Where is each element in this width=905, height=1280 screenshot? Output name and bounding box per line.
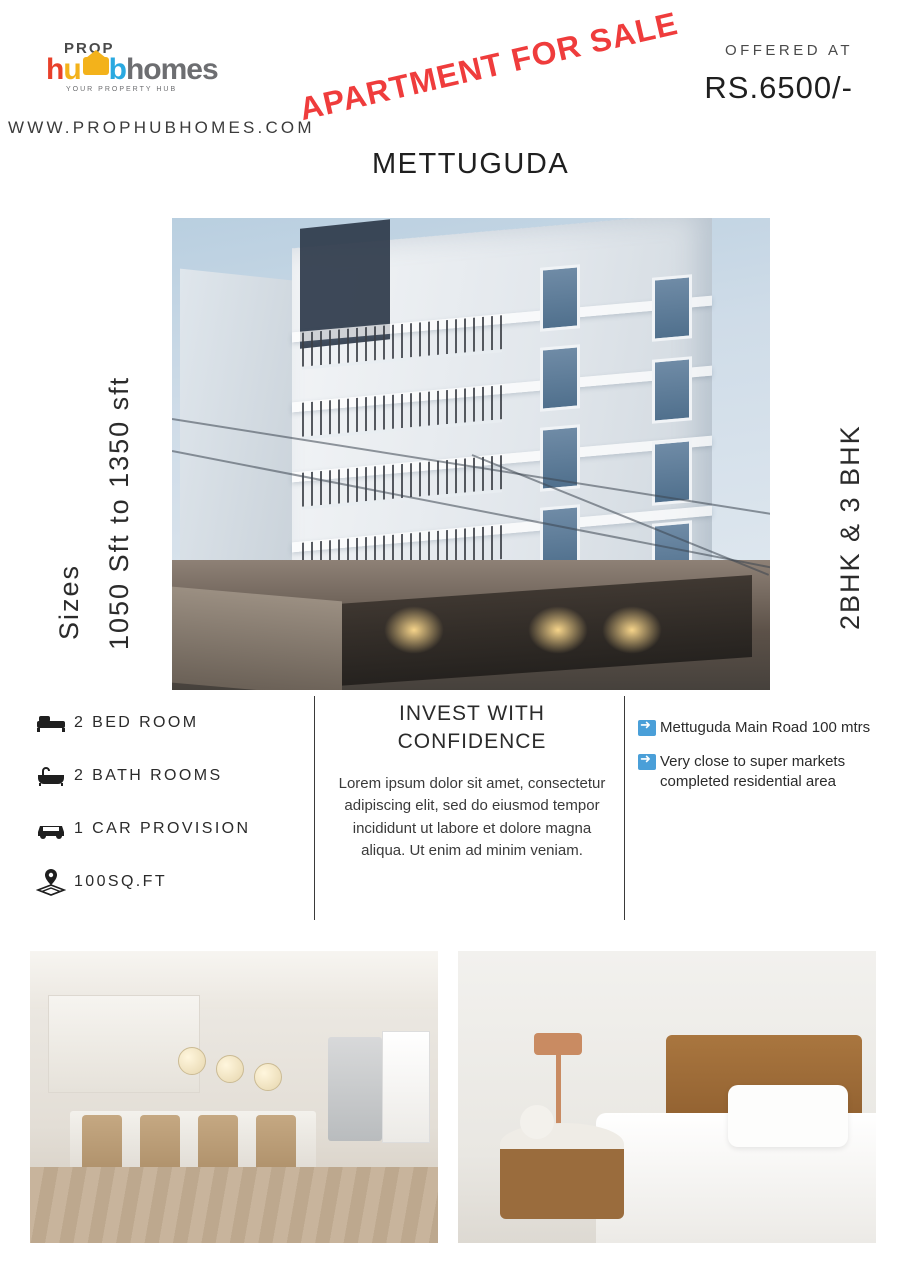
- logo-wordmark: [46, 55, 358, 85]
- divider-left: [314, 696, 315, 920]
- poster-header: [0, 0, 905, 200]
- sizes-range: 1050 Sft to 1350 sft: [104, 375, 134, 650]
- bhk-label: 2BHK & 3 BHK: [835, 424, 865, 630]
- feature-item-bathroom: [28, 749, 310, 802]
- highlight-item: [638, 718, 884, 738]
- invest-title: [330, 700, 614, 757]
- refrigerator: [328, 1037, 382, 1141]
- logo-letter-h: h: [46, 53, 64, 86]
- logo-homes-word: homes: [125, 53, 218, 86]
- highlights-list: [638, 718, 884, 806]
- bedroom-photo: [458, 951, 876, 1243]
- logo-tagline: YOUR PROPERTY HUB: [66, 86, 178, 93]
- highlight-text: Mettuguda Main Road 100 mtrs: [660, 719, 871, 736]
- headline-sale: APARTMENT FOR SALE: [296, 4, 682, 128]
- bed-icon: [28, 713, 74, 733]
- pillow: [728, 1085, 848, 1147]
- logo-letter-u: u: [63, 53, 81, 86]
- feature-label: 2 BED ROOM: [74, 713, 199, 731]
- highlight-text: Very close to super markets completed residential area: [660, 752, 846, 790]
- price-value: RS.6500/-: [704, 70, 853, 105]
- pendant-light: [254, 1063, 282, 1091]
- arrow-icon: [638, 754, 656, 770]
- window: [652, 274, 692, 341]
- feature-item-car: [28, 802, 310, 855]
- headline-location: METTUGUDA: [372, 148, 570, 180]
- bhk-side-label: [815, 350, 875, 670]
- bath-icon: [28, 766, 74, 786]
- logo-letter-b: b: [108, 53, 126, 86]
- brand-logo: [28, 40, 358, 93]
- invest-block: [330, 700, 614, 863]
- sizes-label: Sizes: [54, 563, 84, 640]
- logo-top-word: PROP: [64, 40, 115, 57]
- feature-item-bedroom: [28, 696, 310, 749]
- pendant-light: [216, 1055, 244, 1083]
- window: [540, 264, 580, 331]
- table-lamp-stem: [556, 1047, 561, 1125]
- wood-floor: [30, 1167, 438, 1243]
- window: [540, 344, 580, 411]
- feature-item-area: [28, 855, 310, 908]
- sizes-side-label: [24, 250, 154, 680]
- website-url: WWW.PROPHUBHOMES.COM: [8, 118, 315, 137]
- offered-at-label: OFFERED AT: [724, 42, 853, 59]
- interior-light: [602, 606, 662, 654]
- interior-light: [528, 606, 588, 654]
- highlight-item: [638, 752, 884, 792]
- feature-label: 2 BATH ROOMS: [74, 766, 223, 784]
- kitchen-cabinets: [48, 995, 200, 1093]
- house-badge-icon: [83, 57, 109, 75]
- features-list: [28, 696, 310, 908]
- vase: [520, 1105, 554, 1139]
- pendant-light: [178, 1047, 206, 1075]
- construction-rubble: [172, 587, 342, 690]
- side-table: [500, 1123, 624, 1219]
- kitchen-window: [382, 1031, 430, 1143]
- invest-body: Lorem ipsum dolor sit amet, consectetur adipiscing elit, sed do eiusmod tempor incididunt ut labore et dolore magna aliqua. Ut enim ad minim veniam.: [338, 774, 606, 860]
- invest-title-line1: INVEST WITH: [399, 702, 545, 725]
- feature-label: 100SQ.FT: [74, 872, 168, 890]
- interior-light: [384, 606, 444, 654]
- feature-label: 1 CAR PROVISION: [74, 819, 251, 837]
- area-icon: [28, 868, 74, 896]
- building-photo: [172, 218, 770, 690]
- kitchen-photo: [30, 951, 438, 1243]
- arrow-icon: [638, 720, 656, 736]
- window: [652, 356, 692, 423]
- divider-right: [624, 696, 625, 920]
- car-icon: [28, 819, 74, 839]
- invest-title-line2: CONFIDENCE: [397, 730, 547, 754]
